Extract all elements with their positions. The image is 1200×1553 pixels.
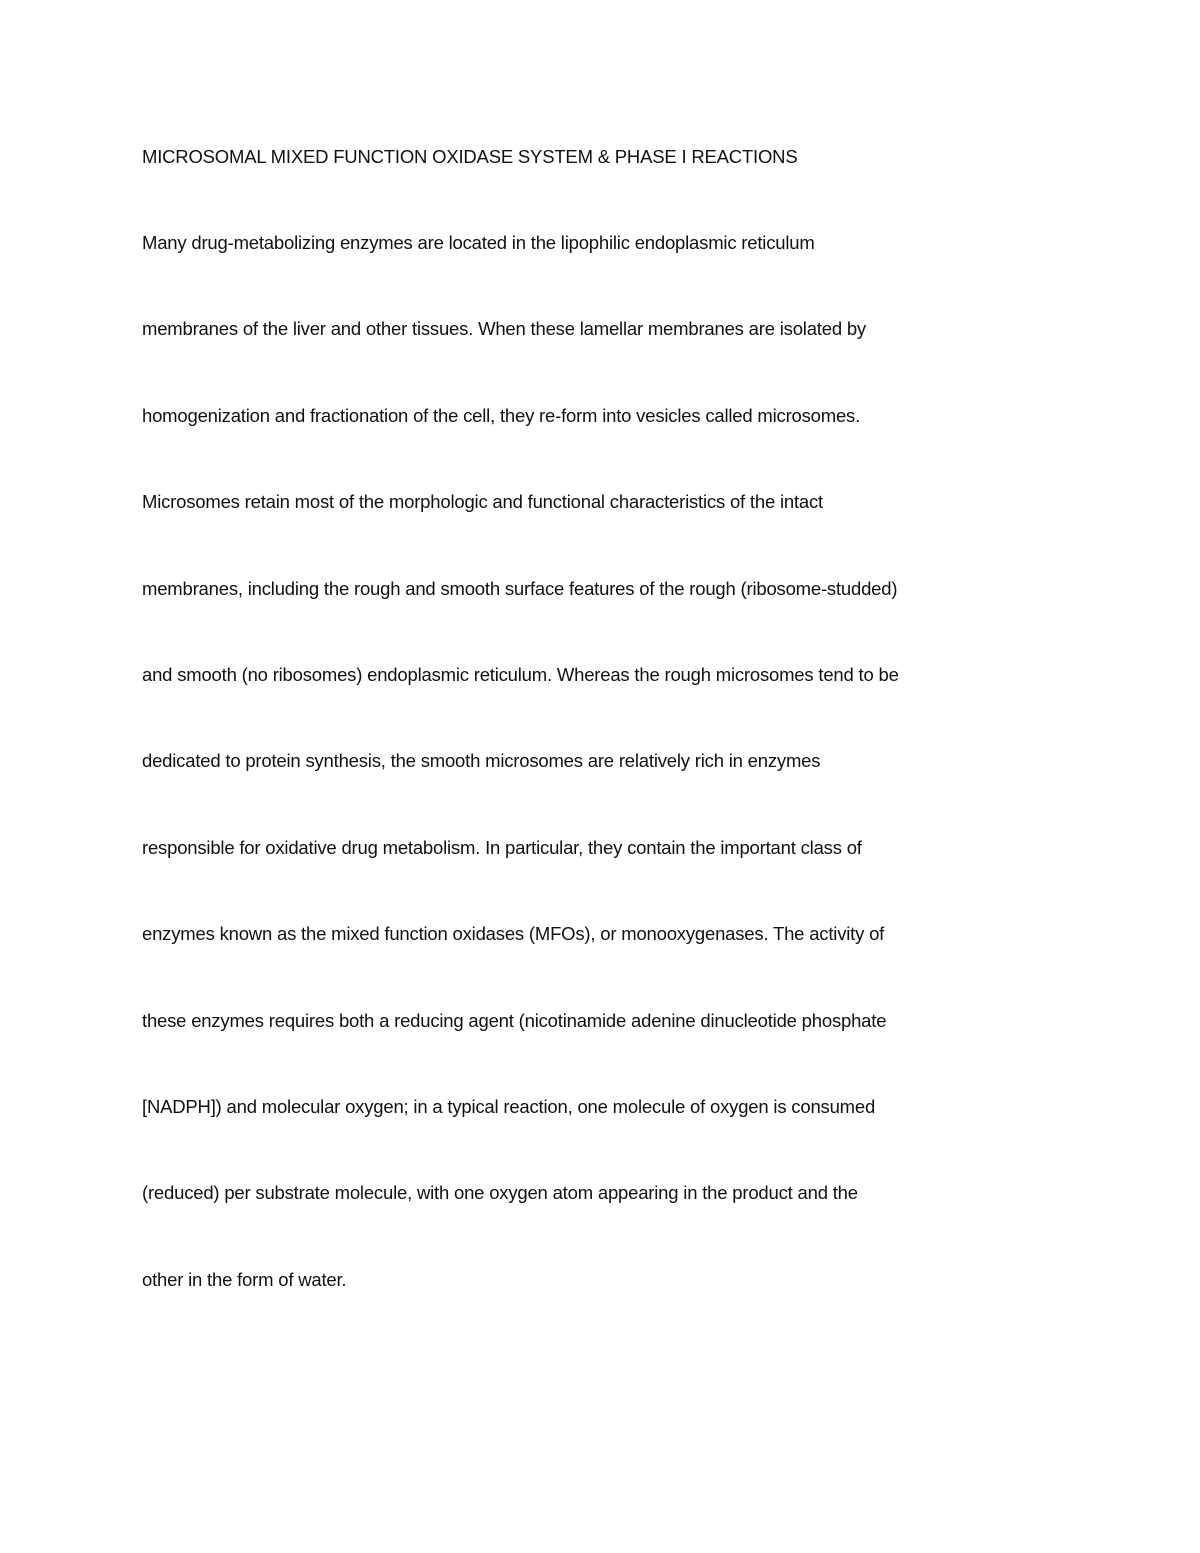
body-line: other in the form of water. (142, 1268, 347, 1290)
document-body (142, 230, 1062, 1353)
body-line: [NADPH]) and molecular oxygen; in a typical reaction, one molecule of oxygen is consumed (142, 1095, 876, 1117)
body-line: membranes of the liver and other tissues. When these lamellar membranes are isolated by (142, 318, 866, 340)
body-line: and smooth (no ribosomes) endoplasmic reticulum. Whereas the rough microsomes tend to be (142, 663, 899, 685)
body-line: Microsomes retain most of the morphologic and functional characteristics of the intact (142, 491, 823, 513)
body-line: Many drug-metabolizing enzymes are located in the lipophilic endoplasmic reticulum (142, 232, 815, 253)
body-line: these enzymes requires both a reducing agent (nicotinamide adenine dinucleotide phosphate (142, 1009, 887, 1031)
body-line: enzymes known as the mixed function oxidases (MFOs), or monooxygenases. The activity of (142, 923, 885, 945)
body-line: membranes, including the rough and smooth surface features of the rough (ribosome-studded) (142, 577, 898, 599)
body-line: (reduced) per substrate molecule, with one oxygen atom appearing in the product and the (142, 1182, 858, 1204)
body-line: dedicated to protein synthesis, the smooth microsomes are relatively rich in enzymes (142, 750, 821, 772)
body-line: responsible for oxidative drug metabolism. In particular, they contain the important class of (142, 836, 862, 858)
document-title: MICROSOMAL MIXED FUNCTION OXIDASE SYSTEM & PHASE I REACTIONS (142, 146, 798, 167)
body-line: homogenization and fractionation of the cell, they re-form into vesicles called microsomes. (142, 404, 861, 426)
